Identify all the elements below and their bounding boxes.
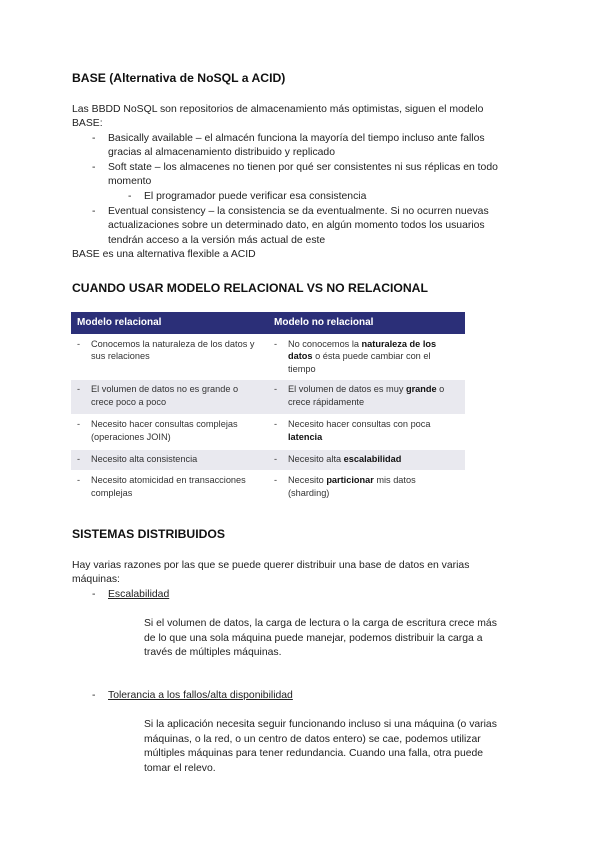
cell-relacional [71, 471, 268, 506]
soft-state-line-2: momento [108, 176, 152, 187]
cell-relacional [71, 415, 268, 450]
soft-state-line-1: Soft state – los almacenes no tienen por qué ser consistentes ni sus réplicas en todo [108, 162, 498, 173]
basically-available-line-2: gracias al almacenamiento distribuido y replicado [108, 147, 335, 158]
cell-relacional [71, 335, 268, 380]
cell-dash: - [274, 454, 278, 465]
bullet-dash: - [92, 133, 96, 144]
cell-dash: - [77, 475, 81, 486]
tolerancia-line-4: tomar el relevo. [144, 763, 216, 774]
cell-dash: - [77, 419, 81, 430]
cell-no-relacional [268, 471, 465, 506]
sub-bullet-dash: - [128, 191, 132, 202]
cell-text: Necesito alta consistencia [91, 454, 198, 465]
base-closing: BASE es una alternativa flexible a ACID [72, 249, 256, 260]
tolerancia-line-2: máquinas, o la red, o un centro de datos entero) se cae, podemos utilizar [144, 734, 481, 745]
tolerancia-line-3: múltiples máquinas para tener redundancia. Cuando una falla, otra puede [144, 748, 484, 759]
cell-text: Necesito hacer consultas complejas (operaciones JOIN) [91, 419, 238, 442]
column-header-relacional: Modelo relacional [71, 312, 268, 335]
cell-text-bold: grande [405, 384, 437, 395]
cell-no-relacional [268, 415, 465, 450]
bullet-dash: - [92, 690, 96, 701]
cell-dash: - [77, 384, 81, 395]
cell-text-bold: particionar [326, 475, 374, 486]
cell-dash: - [274, 419, 278, 430]
table-header-row [71, 312, 465, 335]
cell-dash: - [77, 339, 81, 349]
eventual-consistency-line-2: actualizaciones sobre un determinado dato, en algún momento todos los usuarios [108, 220, 485, 231]
cell-text-pre: Necesito hacer consultas con poca [288, 419, 431, 430]
soft-state-sub-item: El programador puede verificar esa consistencia [144, 191, 367, 202]
eventual-consistency-line-1: Eventual consistency – la consistencia se da eventualmente. Si no ocurren nuevas [108, 206, 489, 217]
cell-no-relacional [268, 450, 465, 471]
cell-text [288, 418, 459, 443]
escalabilidad-line-1: Si el volumen de datos, la carga de lectura o la carga de escritura crece más [144, 618, 497, 629]
cell-relacional [71, 380, 268, 415]
cell-dash: - [77, 454, 81, 465]
cell-text-pre: El volumen de datos es muy [288, 384, 406, 395]
cell-text-pre: No conocemos la [288, 339, 362, 349]
cell-text [288, 338, 459, 375]
cell-text-bold: latencia [288, 431, 323, 442]
cell-no-relacional [268, 380, 465, 415]
cell-text-post: mis datos (sharding) [288, 475, 416, 498]
cell-text-bold: escalabilidad [343, 454, 402, 465]
comparison-table [71, 312, 465, 505]
escalabilidad-line-2: de lo que una sola máquina puede manejar, podemos distribuir la carga a [144, 633, 483, 644]
table-row [71, 471, 465, 506]
escalabilidad-line-3: través de múltiples máquinas. [144, 647, 282, 658]
cuando-heading: CUANDO USAR MODELO RELACIONAL VS NO RELACIONAL [72, 281, 428, 295]
sistemas-heading: SISTEMAS DISTRIBUIDOS [72, 527, 226, 541]
cell-text [288, 383, 459, 408]
bullet-dash: - [92, 589, 96, 600]
cell-text-pre: Necesito alta [288, 454, 344, 465]
tolerancia-line-1: Si la aplicación necesita seguir funcionando incluso si una máquina (o varias [144, 719, 497, 730]
table-row [71, 450, 465, 471]
cell-text: Conocemos la naturaleza de los datos y sus relaciones [91, 339, 255, 362]
cell-text-post: o crece rápidamente [288, 384, 445, 407]
table-row [71, 335, 465, 380]
cell-dash: - [274, 339, 278, 349]
cell-text-bold: naturaleza de los datos [288, 339, 437, 362]
table-row [71, 415, 465, 450]
cell-text-pre: Necesito [288, 475, 327, 486]
sistemas-intro-line-2: máquinas: [72, 574, 120, 585]
cell-text [288, 453, 401, 465]
base-intro-line-2: BASE: [72, 118, 103, 129]
tolerancia-label: Tolerancia a los fallos/alta disponibilidad [108, 690, 293, 701]
table-row [71, 380, 465, 415]
sistemas-intro-line-1: Hay varias razones por las que se puede querer distribuir una base de datos en varias [72, 560, 470, 571]
cell-text: El volumen de datos no es grande o crece poco a poco [91, 384, 239, 407]
base-intro-line-1: Las BBDD NoSQL son repositorios de almacenamiento más optimistas, siguen el modelo [72, 104, 484, 115]
bullet-dash: - [92, 162, 96, 173]
basically-available-line-1: Basically available – el almacén funciona la mayoría del tiempo incluso ante fallos [108, 133, 485, 144]
cell-text: Necesito atomicidad en transacciones complejas [91, 475, 246, 498]
cell-dash: - [274, 384, 278, 395]
cell-dash: - [274, 475, 278, 486]
escalabilidad-label: Escalabilidad [108, 589, 170, 600]
bullet-dash: - [92, 206, 96, 217]
eventual-consistency-line-3: tendrán acceso a la versión más actual de este [108, 235, 326, 246]
cell-text-post: o ésta puede cambiar con el tiempo [288, 351, 431, 374]
base-heading: BASE (Alternativa de NoSQL a ACID) [72, 71, 286, 85]
cell-text [288, 474, 459, 499]
cell-relacional [71, 450, 268, 471]
cell-no-relacional [268, 335, 465, 380]
column-header-no-relacional: Modelo no relacional [268, 312, 465, 335]
